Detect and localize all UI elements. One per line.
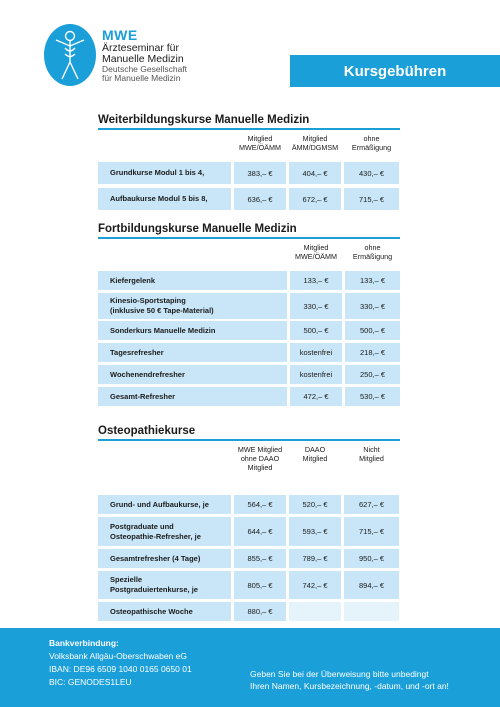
row-label-text: Postgraduate und Osteopathie-Refresher, je xyxy=(110,521,201,541)
price-cell: 250,– € xyxy=(345,365,400,384)
logo-line-1: Ärzteseminar für xyxy=(102,42,180,54)
transfer-note-line-1: Geben Sie bei der Überweisung bitte unbedingt xyxy=(250,669,429,679)
column-header: ohne Ermäßigung xyxy=(352,243,393,261)
section-1 xyxy=(98,112,400,204)
price-cell: 715,– € xyxy=(344,188,399,210)
price-cell: kostenfrei xyxy=(290,343,342,362)
section-title: Weiterbildungskurse Manuelle Medizin xyxy=(98,114,310,126)
row-label-text: Kinesio-Sportstaping (inklusive 50 € Tape-Material) xyxy=(110,296,214,315)
transfer-note xyxy=(250,668,449,692)
bank-title: Bankverbindung: xyxy=(49,638,119,648)
row-label xyxy=(98,271,287,290)
iban: IBAN: DE96 6509 1040 0165 0650 01 xyxy=(49,664,192,674)
column-header: DAAO Mitglied xyxy=(302,445,328,463)
row-label xyxy=(98,602,231,621)
bic: BIC: GENODES1LEU xyxy=(49,677,132,687)
row-label xyxy=(98,365,287,384)
section-divider xyxy=(98,439,400,441)
table-header xyxy=(98,445,400,495)
row-label-text: Grundkurse Modul 1 bis 4, xyxy=(110,168,205,177)
price-cell: 636,– € xyxy=(234,188,286,210)
row-label xyxy=(98,321,287,340)
empty-price-cell xyxy=(289,602,341,621)
row-label xyxy=(98,495,231,514)
row-label-text: Aufbaukurse Modul 5 bis 8, xyxy=(110,194,208,203)
logo-sub-2: für Manuelle Medizin xyxy=(102,73,181,83)
price-cell: 500,– € xyxy=(345,321,400,340)
bank-name: Volksbank Allgäu-Oberschwaben eG xyxy=(49,651,187,661)
price-cell: 430,– € xyxy=(344,162,399,184)
row-label xyxy=(98,517,231,546)
price-cell: 330,– € xyxy=(345,293,400,319)
section-divider xyxy=(98,128,400,130)
column-header: Mitglied MWE/ÖÄMM xyxy=(295,243,337,261)
column-header: Mitglied MWE/ÖÄMM xyxy=(239,134,281,152)
price-cell: 530,– € xyxy=(345,387,400,406)
row-label xyxy=(98,293,287,319)
row-label xyxy=(98,571,231,599)
row-label-text: Osteopathische Woche xyxy=(110,606,193,616)
column-header: MWE Mitglied ohne DAAO Mitglied xyxy=(237,445,283,472)
bank-details xyxy=(49,637,192,689)
row-label-text: Wochenendrefresher xyxy=(110,369,185,379)
page-title: Kursgebühren xyxy=(290,55,500,87)
price-cell: 789,– € xyxy=(289,549,341,568)
row-label-text: Tagesrefresher xyxy=(110,347,164,357)
row-label-text: Gesamt-Refresher xyxy=(110,391,176,401)
row-label xyxy=(98,188,231,210)
price-cell: 805,– € xyxy=(234,571,286,599)
section-title: Osteopathiekurse xyxy=(98,425,196,437)
price-cell: 330,– € xyxy=(290,293,342,319)
price-cell: 715,– € xyxy=(344,517,399,546)
price-cell: 644,– € xyxy=(234,517,286,546)
logo-line-2: Manuelle Medizin xyxy=(102,53,184,65)
section-2 xyxy=(98,221,400,401)
transfer-note-line-2: Ihren Namen, Kursbezeichnung, -datum, und -ort an! xyxy=(250,681,449,691)
row-label xyxy=(98,549,231,568)
column-header: ohne Ermäßigung xyxy=(351,134,392,152)
price-cell: 564,– € xyxy=(234,495,286,514)
logo-emblem xyxy=(44,24,96,86)
row-label-text: Gesamtrefresher (4 Tage) xyxy=(110,553,201,563)
price-cell: 383,– € xyxy=(234,162,286,184)
price-cell: 404,– € xyxy=(289,162,341,184)
column-header: Mitglied ÄMM/DGMSM xyxy=(291,134,339,152)
logo-text xyxy=(102,27,187,83)
table-header xyxy=(98,243,400,271)
price-cell: 627,– € xyxy=(344,495,399,514)
section-divider xyxy=(98,237,400,239)
logo-abbr: MWE xyxy=(102,27,138,43)
price-cell: 742,– € xyxy=(289,571,341,599)
price-cell: 500,– € xyxy=(290,321,342,340)
price-cell: 218,– € xyxy=(345,343,400,362)
price-cell: 950,– € xyxy=(344,549,399,568)
row-label xyxy=(98,343,287,362)
row-label-text: Kiefergelenk xyxy=(110,275,156,285)
price-cell: 855,– € xyxy=(234,549,286,568)
row-label-text: Spezielle Postgraduiertenkurse, je xyxy=(110,575,198,594)
section-3 xyxy=(98,423,400,616)
empty-price-cell xyxy=(344,602,399,621)
table-header xyxy=(98,134,400,162)
price-cell: 520,– € xyxy=(289,495,341,514)
row-label xyxy=(98,387,287,406)
footer xyxy=(0,628,500,707)
price-cell: 894,– € xyxy=(344,571,399,599)
price-cell: 672,– € xyxy=(289,188,341,210)
section-title: Fortbildungskurse Manuelle Medizin xyxy=(98,223,297,235)
column-header: Nicht Mitglied xyxy=(359,445,384,463)
price-cell: 880,– € xyxy=(234,602,286,621)
logo-sub-1: Deutsche Gesellschaft xyxy=(102,64,188,74)
row-label xyxy=(98,162,231,184)
price-cell: 472,– € xyxy=(290,387,342,406)
price-cell: 133,– € xyxy=(290,271,342,290)
figure-icon xyxy=(44,24,96,86)
price-cell: kostenfrei xyxy=(290,365,342,384)
price-cell: 593,– € xyxy=(289,517,341,546)
row-label-text: Sonderkurs Manuelle Medizin xyxy=(110,325,216,335)
price-cell: 133,– € xyxy=(345,271,400,290)
row-label-text: Grund- und Aufbaukurse, je xyxy=(110,499,209,509)
